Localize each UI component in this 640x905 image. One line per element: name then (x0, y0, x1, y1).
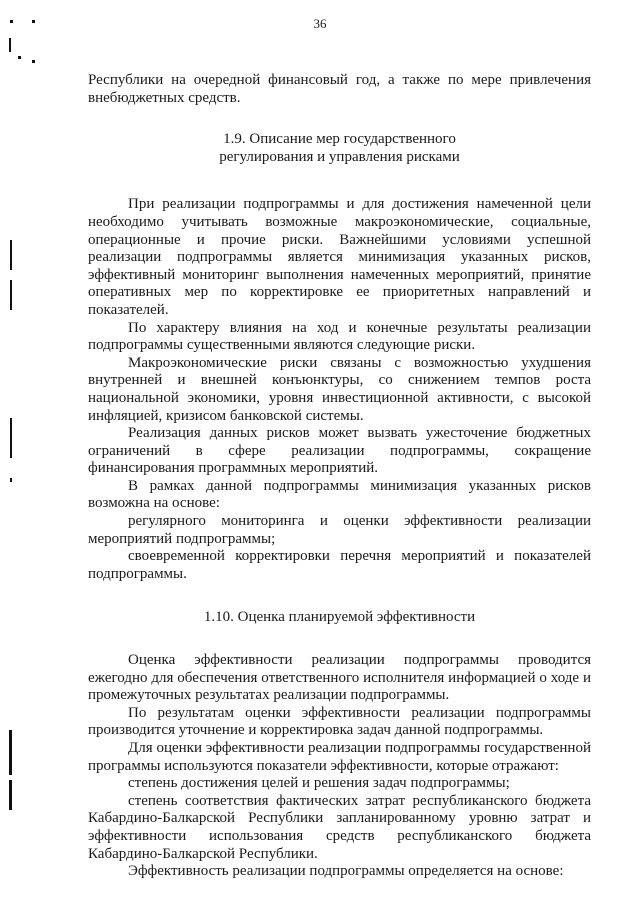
paragraph: При реализации подпрограммы и для достижения намеченной цели необходимо учитывать возможные макроэкономические, социальные, операционные и прочие риски. Важнейшими условиями успешной реализации подпрограммы является минимизация указанных рисков, эффективный мониторинг выполнения намеченных мероприятий, принятие оперативных мер по корректировке ее приоритетных направлений и показателей. (88, 196, 591, 318)
paragraph: В рамках данной подпрограммы минимизация указанных рисков возможна на основе: (88, 477, 591, 512)
paragraph: Макроэкономические риски связаны с возможностью ухудшения внутренней и внешней конъюнктуры, со снижением темпов роста национальной экономики, уровня инвестиционной активности, с высокой инфляцией, кризисом банковской системы. (88, 354, 591, 424)
paragraph: Для оценки эффективности реализации подпрограммы государственной программы используются показатели эффективности, которые отражают: (88, 740, 591, 774)
heading-line: 1.9. Описание мер государственного (223, 131, 456, 148)
list-item: своевременной корректировки перечня мероприятий и показателей подпрограммы. (88, 548, 591, 582)
paragraph: Эффективность реализации подпрограммы определяется на основе: (128, 863, 564, 880)
list-item: степень соответствия фактических затрат республиканского бюджета Кабардино-Балкарской Республики запланированному уровню затрат и эффективности использования средств республиканского бюджета Кабардино-Балкарской Республики. (88, 792, 591, 862)
scan-mark (9, 780, 12, 810)
heading-line: регулирования и управления рисками (219, 148, 460, 165)
scan-mark (10, 418, 12, 458)
paragraph: Оценка эффективности реализации подпрограммы проводится ежегодно для обеспечения ответственного исполнителя информацией о ходе и промежуточных результатах реализации подпрограммы. (88, 652, 591, 704)
section-heading-1-10: 1.10. Оценка планируемой эффективности (203, 609, 476, 626)
paragraph: По результатам оценки эффективности реализации подпрограммы производится уточнение и корректировка задач данной подпрограммы. (88, 704, 591, 739)
intro-paragraph: Республики на очередной финансовый год, а также по мере привлечения внебюджетных средств. (88, 72, 591, 106)
paragraph: Реализация данных рисков может вызвать ужесточение бюджетных ограничений в сфере реализации подпрограммы, сокращение финансирования программных мероприятий. (88, 425, 591, 477)
paragraph: По характеру влияния на ход и конечные результаты реализации подпрограммы существенными являются следующие риски. (88, 319, 591, 354)
list-item: степень достижения целей и решения задач подпрограммы; (128, 775, 510, 792)
scan-mark (10, 478, 12, 482)
scan-mark (18, 56, 21, 59)
page-number: 36 (313, 16, 327, 31)
list-item: регулярного мониторинга и оценки эффективности реализации мероприятий подпрограммы; (88, 513, 591, 547)
scan-mark (9, 38, 11, 52)
scan-mark (10, 280, 12, 310)
scan-mark (32, 60, 35, 63)
document-body (88, 72, 591, 881)
section-heading-1-9 (88, 131, 591, 166)
scan-mark (10, 240, 12, 270)
scan-mark (9, 730, 12, 775)
